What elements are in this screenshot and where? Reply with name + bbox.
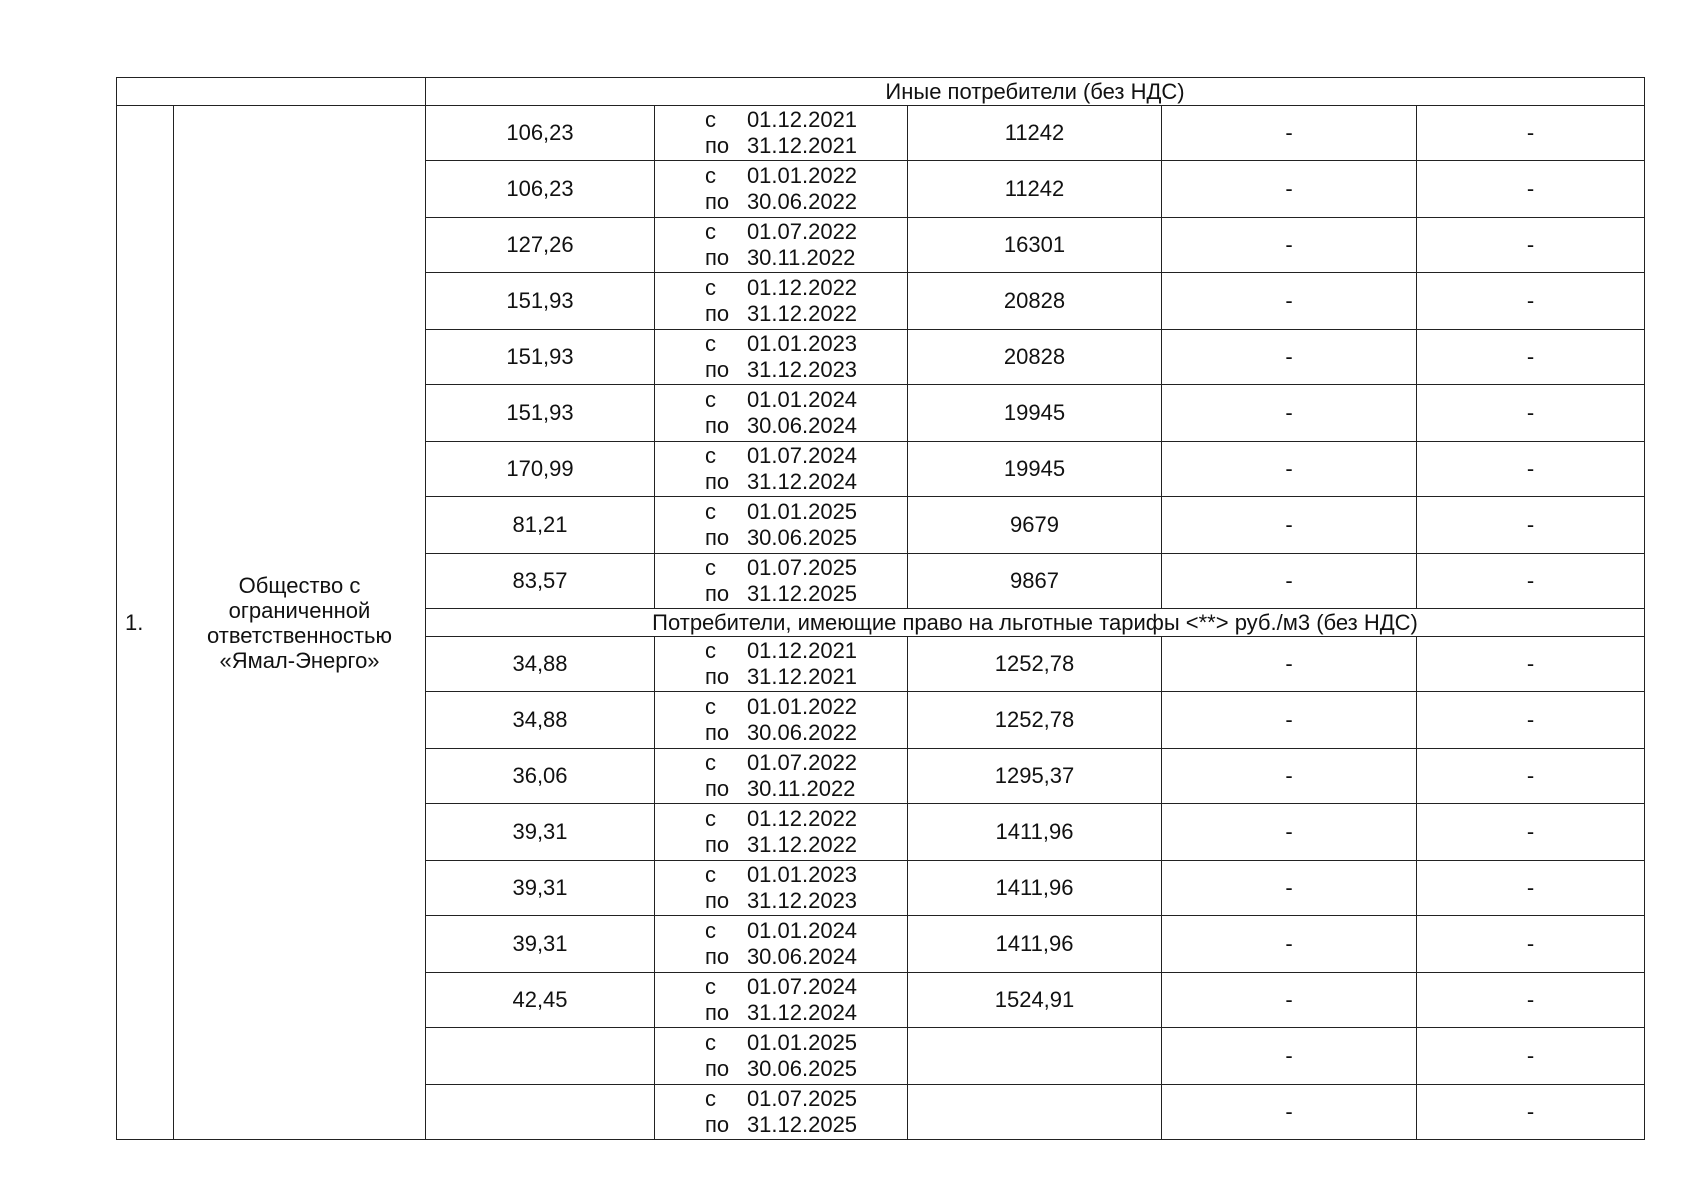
dash-cell: - <box>1162 273 1417 330</box>
period-to-label: по <box>704 776 730 801</box>
period-cell <box>655 273 908 330</box>
period-to-date: 30.11.2022 <box>746 245 856 270</box>
period-cell <box>655 385 908 442</box>
period-to-date: 31.12.2022 <box>746 301 858 326</box>
dash-cell: - <box>1162 218 1417 273</box>
period-to-date: 30.06.2024 <box>746 413 858 438</box>
period-to-label: по <box>704 133 730 158</box>
period <box>705 331 857 383</box>
period-to-label: по <box>704 944 730 969</box>
dash-cell: - <box>1162 804 1417 861</box>
dash-cell: - <box>1162 385 1417 442</box>
period-from-date: 01.12.2022 <box>746 806 858 831</box>
organization-name: Общество с ограниченной ответственностью «Ямал-Энерго» <box>174 106 426 1140</box>
row-number: 1. <box>117 106 174 1140</box>
value-cell: 1295,37 <box>908 749 1162 804</box>
period-from-date: 01.01.2025 <box>746 1030 858 1055</box>
period-cell <box>655 161 908 218</box>
value-cell: 16301 <box>908 218 1162 273</box>
period-from-label: с <box>704 862 716 887</box>
dash-cell: - <box>1162 861 1417 916</box>
period <box>705 1030 857 1082</box>
period-from-label: с <box>704 1086 716 1111</box>
period-from-label: с <box>704 107 716 132</box>
rate-cell: 106,23 <box>426 106 655 161</box>
period-cell <box>655 218 908 273</box>
rate-cell: 170,99 <box>426 442 655 497</box>
period-to-label: по <box>704 245 730 270</box>
period-from-label: с <box>704 638 716 663</box>
period <box>705 443 857 495</box>
dash-cell: - <box>1417 106 1645 161</box>
period-cell <box>655 106 908 161</box>
period-to-label: по <box>704 832 730 857</box>
period-cell <box>655 1085 908 1140</box>
period-from-label: с <box>704 694 716 719</box>
period-to-label: по <box>704 888 730 913</box>
period-from-label: с <box>704 331 716 356</box>
dash-cell: - <box>1162 973 1417 1028</box>
period-from-date: 01.07.2024 <box>746 443 858 468</box>
period-from-label: с <box>704 1030 716 1055</box>
period-cell <box>655 749 908 804</box>
rate-cell: 151,93 <box>426 273 655 330</box>
period-from-label: с <box>704 219 716 244</box>
value-cell: 1252,78 <box>908 692 1162 749</box>
period-from-date: 01.01.2022 <box>746 163 858 188</box>
value-cell: 9867 <box>908 554 1162 609</box>
period-to-date: 30.06.2025 <box>746 525 858 550</box>
dash-cell: - <box>1417 442 1645 497</box>
value-cell: 20828 <box>908 273 1162 330</box>
dash-cell: - <box>1417 273 1645 330</box>
period-to-label: по <box>704 664 730 689</box>
value-cell <box>908 1085 1162 1140</box>
dash-cell: - <box>1417 161 1645 218</box>
dash-cell: - <box>1417 637 1645 692</box>
rate-cell: 106,23 <box>426 161 655 218</box>
period-from-label: с <box>704 275 716 300</box>
period-from-date: 01.07.2025 <box>746 1086 858 1111</box>
value-cell: 1252,78 <box>908 637 1162 692</box>
period-cell <box>655 1028 908 1085</box>
period-from-label: с <box>704 974 716 999</box>
section-header-row <box>117 78 1645 106</box>
tariff-table <box>116 77 1645 1140</box>
period-to-label: по <box>704 189 730 214</box>
period <box>705 806 857 858</box>
dash-cell: - <box>1162 749 1417 804</box>
period <box>705 219 857 271</box>
period-cell <box>655 916 908 973</box>
dash-cell: - <box>1162 637 1417 692</box>
rate-cell: 83,57 <box>426 554 655 609</box>
dash-cell: - <box>1417 692 1645 749</box>
dash-cell: - <box>1417 330 1645 385</box>
rate-cell <box>426 1085 655 1140</box>
dash-cell: - <box>1162 497 1417 554</box>
period <box>705 499 857 551</box>
period-from-label: с <box>704 163 716 188</box>
period <box>705 555 857 607</box>
dash-cell: - <box>1417 218 1645 273</box>
value-cell: 19945 <box>908 385 1162 442</box>
period-to-date: 30.11.2022 <box>746 776 856 801</box>
header-empty-cell <box>117 78 426 106</box>
period-from-label: с <box>704 555 716 580</box>
dash-cell: - <box>1417 497 1645 554</box>
dash-cell: - <box>1417 554 1645 609</box>
period-from-date: 01.01.2023 <box>746 331 858 356</box>
period-from-label: с <box>704 443 716 468</box>
period <box>705 750 857 802</box>
rate-cell: 151,93 <box>426 330 655 385</box>
period-to-date: 31.12.2021 <box>746 133 858 158</box>
period-cell <box>655 497 908 554</box>
period-cell <box>655 804 908 861</box>
period-cell <box>655 973 908 1028</box>
rate-cell: 39,31 <box>426 916 655 973</box>
dash-cell: - <box>1417 973 1645 1028</box>
rate-cell <box>426 1028 655 1085</box>
period-cell <box>655 330 908 385</box>
dash-cell: - <box>1162 1028 1417 1085</box>
period-from-label: с <box>704 387 716 412</box>
period <box>705 387 857 439</box>
rate-cell: 151,93 <box>426 385 655 442</box>
period-to-label: по <box>704 357 730 382</box>
period <box>705 974 857 1026</box>
section-title: Потребители, имеющие право на льготные тарифы <**> руб./м3 (без НДС) <box>426 609 1645 637</box>
period-to-date: 31.12.2025 <box>746 581 858 606</box>
period-from-label: с <box>704 918 716 943</box>
period-to-date: 31.12.2023 <box>746 357 858 382</box>
period-from-date: 01.07.2022 <box>746 750 858 775</box>
period-to-date: 31.12.2024 <box>746 469 858 494</box>
dash-cell: - <box>1162 916 1417 973</box>
value-cell: 1524,91 <box>908 973 1162 1028</box>
dash-cell: - <box>1417 749 1645 804</box>
period-from-date: 01.01.2025 <box>746 499 858 524</box>
period-to-date: 30.06.2022 <box>746 189 858 214</box>
period-to-date: 31.12.2021 <box>746 664 858 689</box>
period <box>705 275 857 327</box>
period-to-label: по <box>704 1056 730 1081</box>
period-to-date: 30.06.2024 <box>746 944 858 969</box>
value-cell: 11242 <box>908 161 1162 218</box>
section-title: Иные потребители (без НДС) <box>426 78 1645 106</box>
period-from-date: 01.12.2021 <box>746 107 858 132</box>
period-to-label: по <box>704 301 730 326</box>
period-from-label: с <box>704 499 716 524</box>
dash-cell: - <box>1417 1085 1645 1140</box>
rate-cell: 81,21 <box>426 497 655 554</box>
period-cell <box>655 554 908 609</box>
value-cell: 19945 <box>908 442 1162 497</box>
period-from-date: 01.01.2024 <box>746 387 858 412</box>
period-to-date: 30.06.2025 <box>746 1056 858 1081</box>
period-from-date: 01.07.2025 <box>746 555 858 580</box>
dash-cell: - <box>1162 692 1417 749</box>
period-from-date: 01.01.2024 <box>746 918 858 943</box>
value-cell: 1411,96 <box>908 861 1162 916</box>
period-from-date: 01.07.2024 <box>746 974 858 999</box>
value-cell: 1411,96 <box>908 916 1162 973</box>
value-cell: 20828 <box>908 330 1162 385</box>
period-to-label: по <box>704 1112 730 1137</box>
period <box>705 862 857 914</box>
dash-cell: - <box>1162 106 1417 161</box>
period-to-date: 31.12.2023 <box>746 888 858 913</box>
rate-cell: 42,45 <box>426 973 655 1028</box>
period-from-date: 01.01.2022 <box>746 694 858 719</box>
period-cell <box>655 637 908 692</box>
dash-cell: - <box>1162 330 1417 385</box>
period-from-label: с <box>704 806 716 831</box>
value-cell <box>908 1028 1162 1085</box>
dash-cell: - <box>1162 554 1417 609</box>
dash-cell: - <box>1417 804 1645 861</box>
period <box>705 918 857 970</box>
rate-cell: 127,26 <box>426 218 655 273</box>
period-from-date: 01.07.2022 <box>746 219 858 244</box>
period-from-date: 01.01.2023 <box>746 862 858 887</box>
period-from-date: 01.12.2021 <box>746 638 858 663</box>
rate-cell: 36,06 <box>426 749 655 804</box>
period <box>705 163 857 215</box>
rate-cell: 39,31 <box>426 804 655 861</box>
period-cell <box>655 442 908 497</box>
period-to-date: 30.06.2022 <box>746 720 858 745</box>
period <box>705 1086 857 1138</box>
period-to-label: по <box>704 720 730 745</box>
rate-cell: 34,88 <box>426 637 655 692</box>
period-to-label: по <box>704 413 730 438</box>
value-cell: 9679 <box>908 497 1162 554</box>
dash-cell: - <box>1162 1085 1417 1140</box>
period-to-label: по <box>704 1000 730 1025</box>
period <box>705 694 857 746</box>
value-cell: 1411,96 <box>908 804 1162 861</box>
period-from-date: 01.12.2022 <box>746 275 858 300</box>
period-to-date: 31.12.2025 <box>746 1112 858 1137</box>
rate-cell: 39,31 <box>426 861 655 916</box>
period <box>705 107 857 159</box>
period-cell <box>655 861 908 916</box>
table-row <box>117 106 1645 161</box>
period-from-label: с <box>704 750 716 775</box>
period-cell <box>655 692 908 749</box>
period-to-label: по <box>704 525 730 550</box>
dash-cell: - <box>1417 916 1645 973</box>
period-to-label: по <box>704 469 730 494</box>
dash-cell: - <box>1162 161 1417 218</box>
period-to-date: 31.12.2024 <box>746 1000 858 1025</box>
dash-cell: - <box>1417 1028 1645 1085</box>
rate-cell: 34,88 <box>426 692 655 749</box>
value-cell: 11242 <box>908 106 1162 161</box>
period <box>705 638 857 690</box>
period-to-date: 31.12.2022 <box>746 832 858 857</box>
dash-cell: - <box>1162 442 1417 497</box>
dash-cell: - <box>1417 861 1645 916</box>
dash-cell: - <box>1417 385 1645 442</box>
period-to-label: по <box>704 581 730 606</box>
